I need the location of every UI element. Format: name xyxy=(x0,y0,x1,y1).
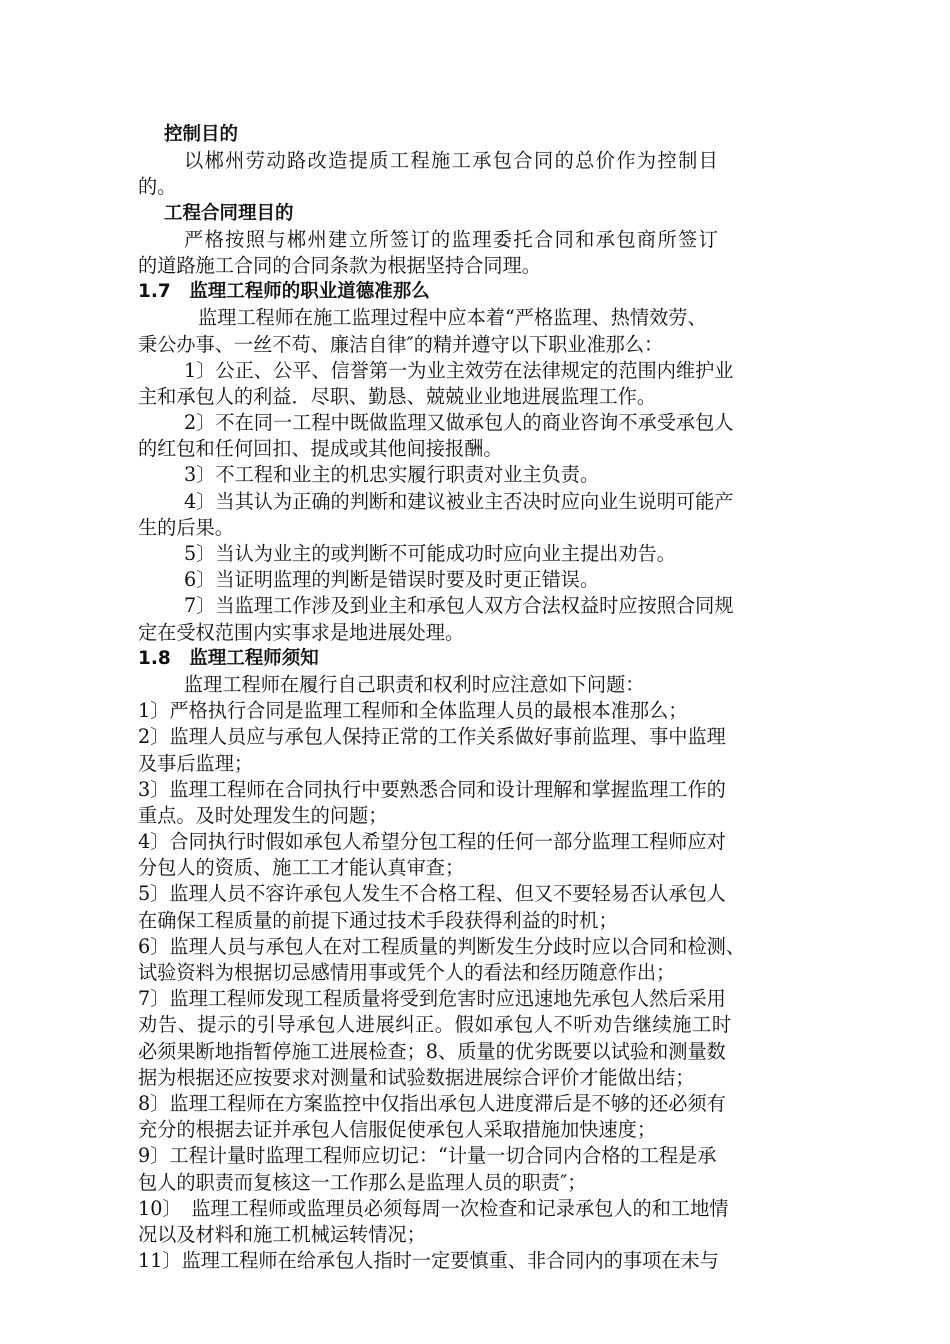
text-line: 3〕监理工程师在合同执行中要熟悉合同和设计理解和掌握监理工作的 xyxy=(138,777,726,801)
text-line: 在确保工程质量的前提下通过技术手段获得利益的时机； xyxy=(138,908,618,932)
text-line: 4〕当其认为正确的判断和建议被业主否决时应向业生说明可能产 xyxy=(184,489,734,513)
text-line: 6〕当证明监理的判断是错误时要及时更正错误。 xyxy=(184,568,600,592)
text-line: 2〕不在同一工程中既做监理又做承包人的商业咨询不承受承包人 xyxy=(184,411,734,435)
text-line: 包人的职责而复核这一工作那么是监理人员的职责″； xyxy=(138,1170,587,1194)
text-line: 10〕 监理工程师或监理员必须每周一次检查和记录承包人的和工地情 xyxy=(138,1196,729,1220)
text-line: 8〕监理工程师在方案监控中仅指出承包人进度滞后是不够的还必须有 xyxy=(138,1091,726,1115)
section-heading: 1.8 监理工程师须知 xyxy=(138,647,319,669)
text-line: 的道路施工合同的合同条款为根据坚持合同理。 xyxy=(138,253,541,277)
text-line: 6〕监理人员与承包人在对工程质量的判断发生分歧时应以合同和检测、 xyxy=(138,934,746,958)
text-line: 9〕工程计量时监理工程师应切记：“计量一切合同内合格的工程是承 xyxy=(138,1144,717,1168)
text-line: 秉公办事、一丝不苟、廉洁自律″的精并遵守以下职业准那么： xyxy=(138,332,664,356)
text-line: 及事后监理； xyxy=(138,751,254,775)
text-line: 据为根据还应按要求对测量和试验数据进展综合评价才能做出结； xyxy=(138,1065,695,1089)
document-page xyxy=(138,122,838,1274)
text-line: 1〕公正、公平、信誉第一为业主效劳在法律规定的范围内维护业 xyxy=(184,358,734,382)
text-line: 况以及材料和施工机械运转情况； xyxy=(138,1222,426,1246)
text-line: 1〕严格执行合同是监理工程师和全体监理人员的最根本准那么； xyxy=(138,699,688,723)
text-line: 的。 xyxy=(138,175,177,199)
text-line: 必须果断地指暂停施工进展检查；8、质量的优劣既要以试验和测量数 xyxy=(138,1039,726,1063)
text-line: 严格按照与郴州建立所签订的监理委托合同和承包商所签订 xyxy=(184,227,720,251)
section-heading: 工程合同理目的 xyxy=(164,202,294,224)
text-line: 充分的根据去证并承包人信服促使承包人采取措施加快速度； xyxy=(138,1118,657,1142)
text-line: 劝告、提示的引导承包人进展纠正。假如承包人不听劝告继续施工时 xyxy=(138,1013,732,1037)
text-line: 4〕合同执行时假如承包人希望分包工程的任何一部分监理工程师应对 xyxy=(138,830,726,854)
text-line: 2〕监理人员应与承包人保持正常的工作关系做好事前监理、事中监理 xyxy=(138,725,726,749)
text-line: 以郴州劳动路改造提质工程施工承包合同的总价作为控制目 xyxy=(184,149,720,173)
text-line: 主和承包人的利益．尽职、勤恳、兢兢业业地进展监理工作。 xyxy=(138,384,657,408)
text-line: 5〕监理人员不容许承包人发生不合格工程、但又不要轻易否认承包人 xyxy=(138,882,726,906)
text-line: 7〕当监理工作涉及到业主和承包人双方合法权益时应按照合同规 xyxy=(184,594,734,618)
section-heading: 1.7 监理工程师的职业道德准那么 xyxy=(138,281,430,303)
text-line: 生的后果。 xyxy=(138,515,234,539)
text-line: 分包人的资质、施工工才能认真审查； xyxy=(138,856,465,880)
text-line: 监理工程师在履行自己职责和权利时应注意如下问题： xyxy=(184,672,645,696)
section-heading: 控制目的 xyxy=(164,124,239,145)
text-line: 的红包和任何回扣、提成或其他间接报酬。 xyxy=(138,437,503,461)
text-line: 5〕当认为业主的或判断不可能成功时应向业主提出劝告。 xyxy=(184,542,676,565)
text-line: 3〕不工程和业主的机忠实履行职责对业主负责。 xyxy=(184,463,600,487)
text-line: 监理工程师在施工监理过程中应本着“严格监理、热情效劳、 xyxy=(198,306,707,330)
text-line: 7〕监理工程师发现工程质量将受到危害时应迅速地先承包人然后采用 xyxy=(138,987,726,1011)
text-line: 定在受权范围内实事求是地进展处理。 xyxy=(138,620,465,644)
text-line: 重点。及时处理发生的问题； xyxy=(138,803,388,827)
text-line: 11〕监理工程师在给承包人指时一定要慎重、非合同内的事项在未与 xyxy=(138,1249,719,1273)
text-line: 试验资料为根据切忌感情用事或凭个人的看法和经历随意作出； xyxy=(138,961,676,984)
